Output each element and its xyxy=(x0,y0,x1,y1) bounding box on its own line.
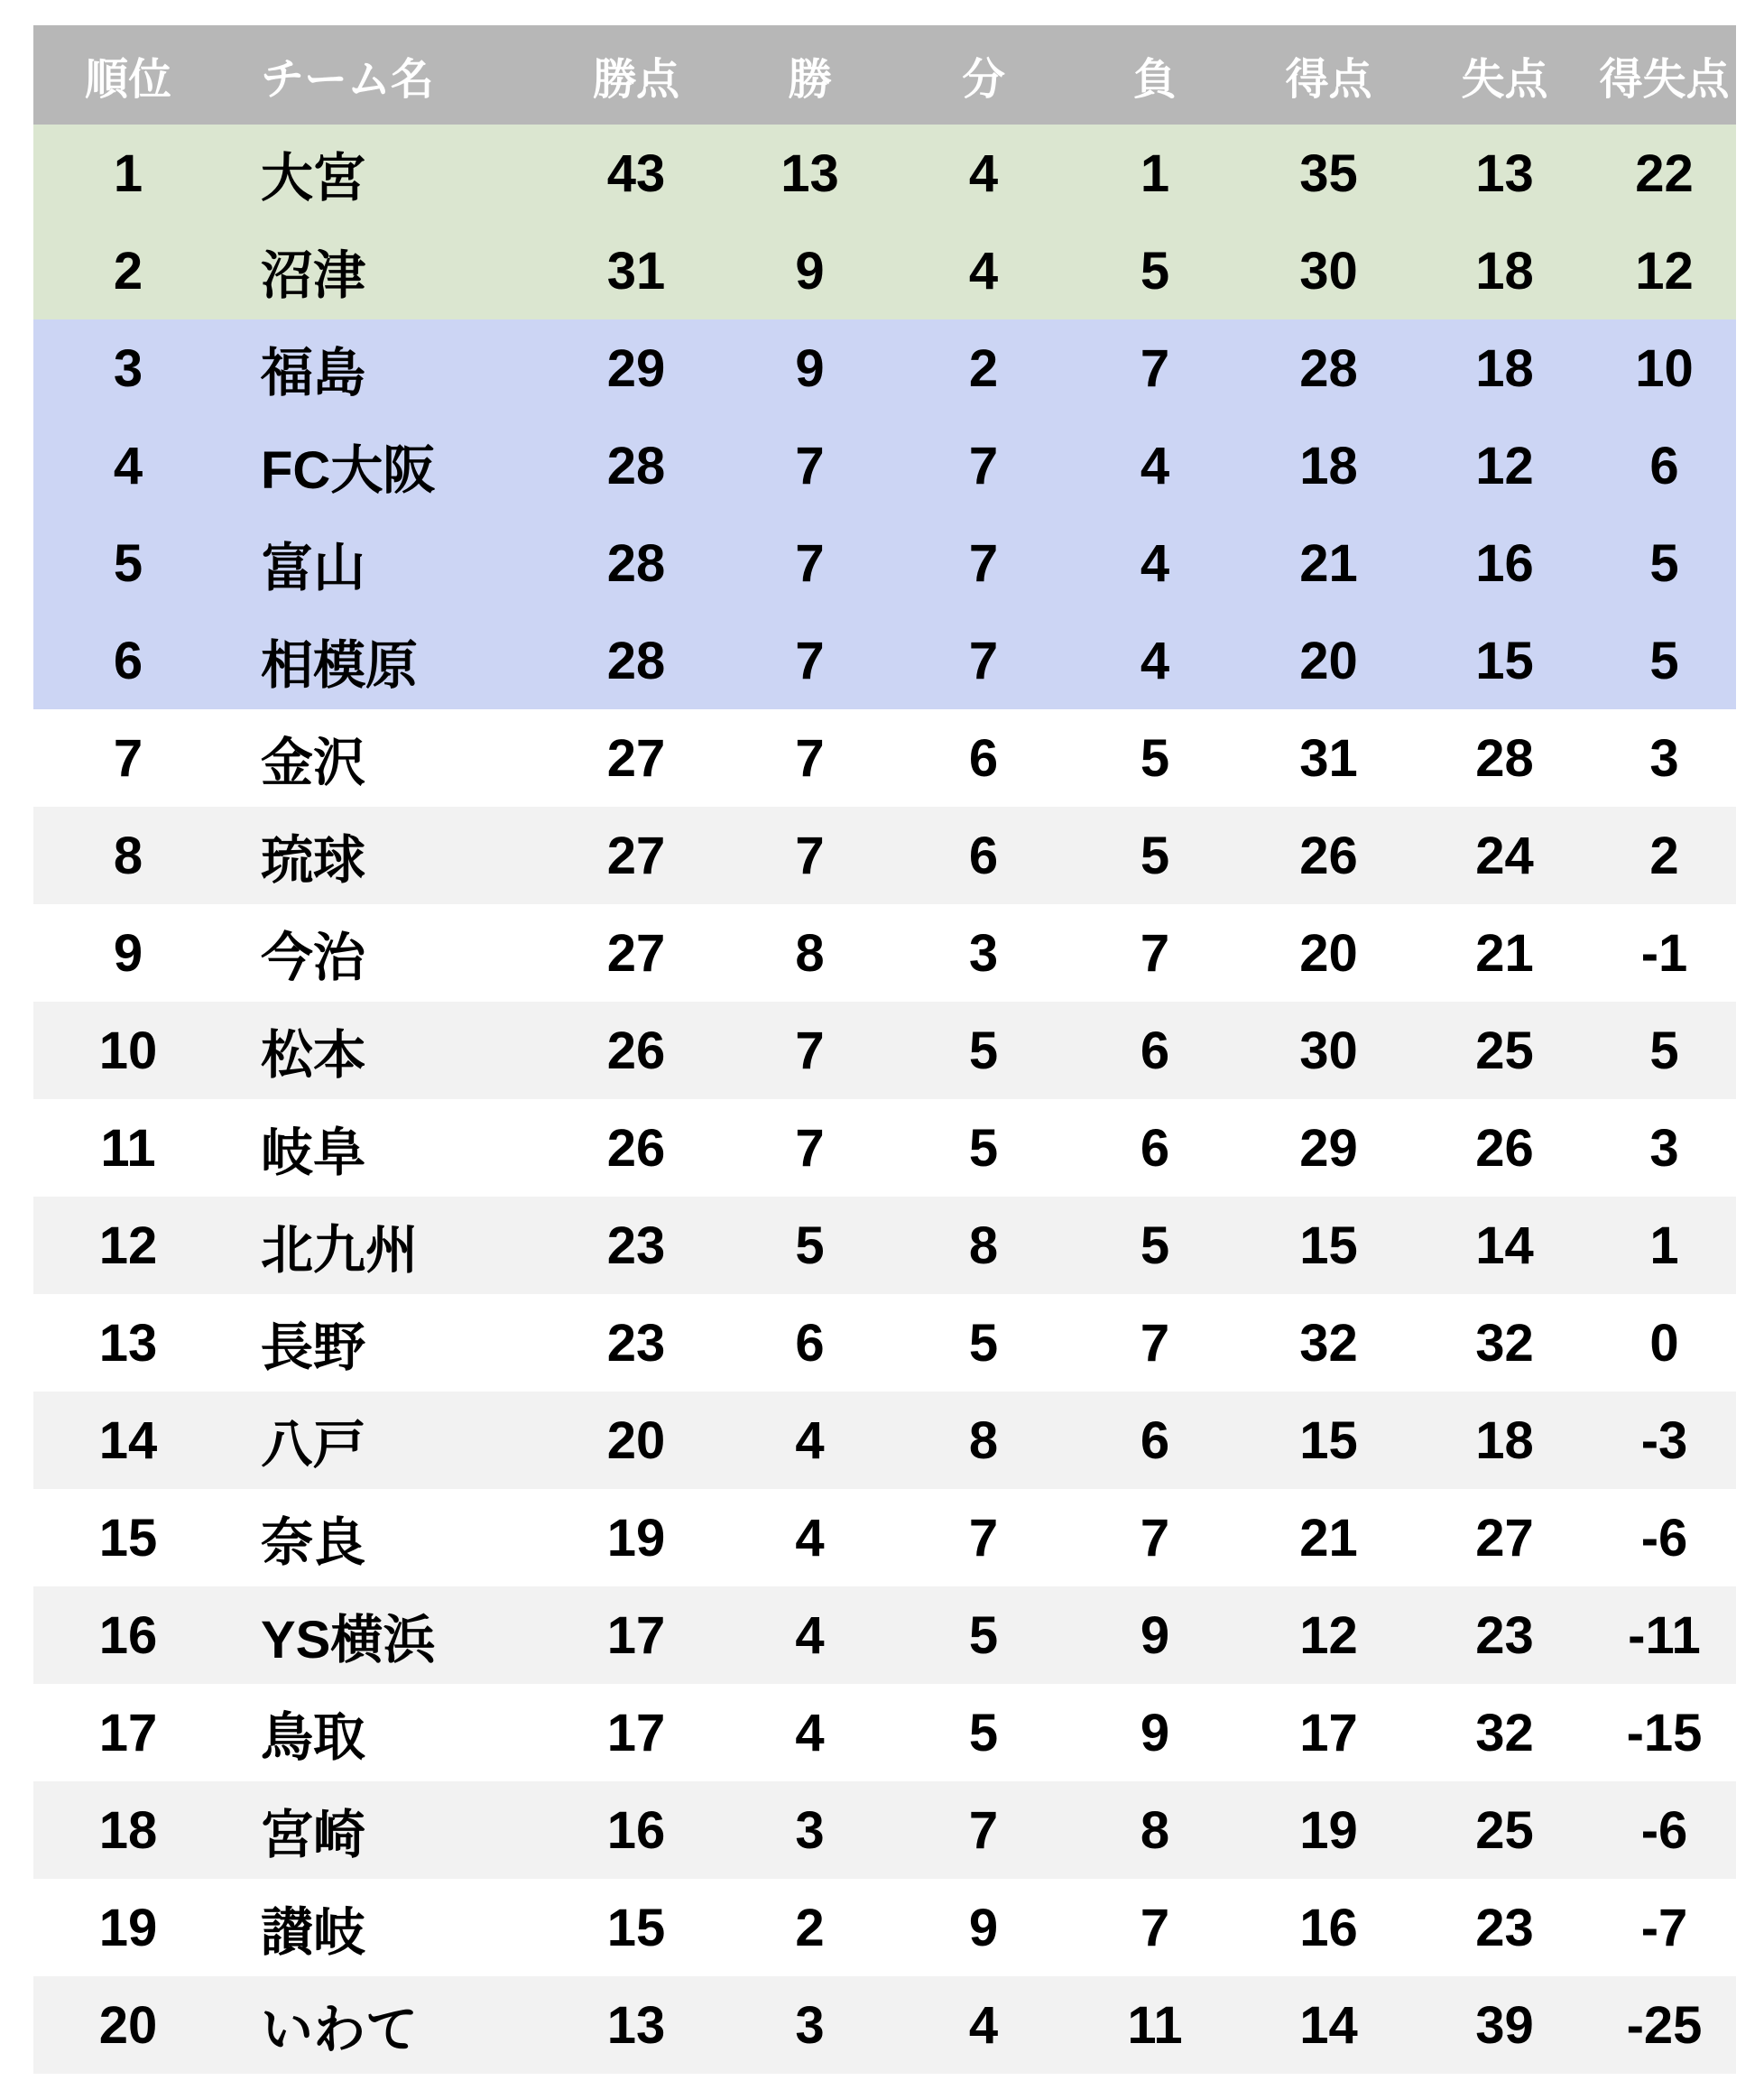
cell-points: 23 xyxy=(606,1216,666,1275)
cell-losses: 6 xyxy=(1140,1118,1170,1178)
cell-goals-against: 21 xyxy=(1475,923,1534,983)
cell-goals-for: 15 xyxy=(1299,1216,1358,1275)
cell-points: 27 xyxy=(606,923,666,983)
cell-goals-against: 27 xyxy=(1475,1508,1534,1567)
cell-team: 富山 xyxy=(261,539,366,597)
cell-wins: 3 xyxy=(795,1995,825,2055)
col-header-points: 勝点 xyxy=(592,55,679,104)
cell-rank: 7 xyxy=(113,728,143,788)
cell-points: 27 xyxy=(606,728,666,788)
cell-wins: 2 xyxy=(795,1898,825,1957)
cell-goals-for: 20 xyxy=(1299,631,1358,690)
cell-team: 琉球 xyxy=(261,831,366,890)
cell-wins: 6 xyxy=(795,1313,825,1373)
cell-goals-against: 32 xyxy=(1475,1313,1534,1373)
cell-goals-against: 25 xyxy=(1475,1021,1534,1080)
cell-wins: 5 xyxy=(795,1216,825,1275)
cell-goal-diff: 6 xyxy=(1649,436,1679,495)
cell-losses: 9 xyxy=(1140,1605,1170,1665)
cell-losses: 7 xyxy=(1140,1508,1170,1567)
cell-goals-for: 12 xyxy=(1299,1605,1358,1665)
cell-team: 北九州 xyxy=(261,1221,419,1280)
cell-goal-diff: -1 xyxy=(1640,923,1688,983)
cell-wins: 3 xyxy=(795,1800,825,1860)
cell-rank: 12 xyxy=(98,1216,158,1275)
cell-team: 福島 xyxy=(261,344,366,402)
cell-wins: 7 xyxy=(795,826,825,885)
cell-rank: 1 xyxy=(113,143,143,203)
cell-losses: 4 xyxy=(1140,631,1170,690)
cell-losses: 4 xyxy=(1140,533,1170,593)
cell-goal-diff: -3 xyxy=(1640,1410,1688,1470)
cell-goals-against: 28 xyxy=(1475,728,1534,788)
cell-points: 16 xyxy=(606,1800,666,1860)
cell-goal-diff: -15 xyxy=(1626,1703,1703,1762)
cell-wins: 7 xyxy=(795,631,825,690)
cell-team: 松本 xyxy=(261,1026,366,1085)
cell-draws: 4 xyxy=(968,143,999,203)
cell-points: 28 xyxy=(606,631,666,690)
table-row xyxy=(33,1392,1736,1489)
cell-goals-against: 18 xyxy=(1475,241,1534,301)
cell-goals-for: 21 xyxy=(1299,533,1358,593)
cell-points: 29 xyxy=(606,338,666,398)
table-row xyxy=(33,1879,1736,1976)
cell-goal-diff: -11 xyxy=(1628,1605,1701,1665)
cell-goals-against: 24 xyxy=(1475,826,1534,885)
cell-losses: 5 xyxy=(1140,1216,1170,1275)
cell-goals-against: 18 xyxy=(1475,338,1534,398)
cell-goals-against: 39 xyxy=(1475,1995,1534,2055)
cell-points: 17 xyxy=(606,1703,666,1762)
cell-team: 沼津 xyxy=(261,246,366,305)
cell-goals-for: 30 xyxy=(1299,241,1358,301)
cell-goals-against: 25 xyxy=(1475,1800,1534,1860)
cell-team: 長野 xyxy=(261,1318,366,1377)
cell-losses: 7 xyxy=(1140,338,1170,398)
cell-draws: 5 xyxy=(968,1118,999,1178)
header-row xyxy=(33,25,1736,125)
cell-goals-for: 16 xyxy=(1299,1898,1358,1957)
cell-points: 28 xyxy=(606,533,666,593)
cell-team: FC大阪 xyxy=(261,441,436,500)
cell-goals-for: 29 xyxy=(1299,1118,1358,1178)
cell-rank: 6 xyxy=(113,631,143,690)
cell-team: 讃岐 xyxy=(261,1903,366,1962)
cell-draws: 5 xyxy=(968,1605,999,1665)
cell-wins: 8 xyxy=(795,923,825,983)
cell-draws: 4 xyxy=(968,1995,999,2055)
table-row xyxy=(33,319,1736,417)
cell-points: 28 xyxy=(606,436,666,495)
table-row xyxy=(33,1781,1736,1879)
cell-goal-diff: -6 xyxy=(1640,1508,1688,1567)
cell-losses: 7 xyxy=(1140,1313,1170,1373)
table-row xyxy=(33,612,1736,709)
cell-goals-for: 20 xyxy=(1299,923,1358,983)
cell-wins: 9 xyxy=(795,241,825,301)
cell-goal-diff: 0 xyxy=(1649,1313,1679,1373)
cell-goals-against: 18 xyxy=(1475,1410,1534,1470)
cell-points: 23 xyxy=(606,1313,666,1373)
cell-losses: 9 xyxy=(1140,1703,1170,1762)
cell-goal-diff: 3 xyxy=(1649,1118,1679,1178)
table-row xyxy=(33,1489,1736,1586)
col-header-wins: 勝 xyxy=(788,55,832,104)
col-header-team: チーム名 xyxy=(261,55,435,104)
col-header-losses: 負 xyxy=(1132,55,1177,104)
cell-goal-diff: 12 xyxy=(1635,241,1694,301)
cell-losses: 7 xyxy=(1140,1898,1170,1957)
cell-points: 26 xyxy=(606,1021,666,1080)
cell-rank: 14 xyxy=(98,1410,158,1470)
table-row xyxy=(33,904,1736,1002)
cell-wins: 7 xyxy=(795,1021,825,1080)
table-row xyxy=(33,807,1736,904)
cell-goal-diff: -6 xyxy=(1640,1800,1688,1860)
cell-wins: 4 xyxy=(795,1410,825,1470)
cell-losses: 5 xyxy=(1140,826,1170,885)
cell-wins: 13 xyxy=(780,143,839,203)
col-header-rank: 順位 xyxy=(84,55,171,104)
cell-draws: 7 xyxy=(968,1800,999,1860)
cell-points: 15 xyxy=(606,1898,666,1957)
cell-draws: 7 xyxy=(968,1508,999,1567)
cell-rank: 3 xyxy=(113,338,143,398)
cell-goals-against: 14 xyxy=(1475,1216,1534,1275)
cell-points: 13 xyxy=(606,1995,666,2055)
table-row xyxy=(33,709,1736,807)
cell-wins: 7 xyxy=(795,728,825,788)
cell-goals-for: 32 xyxy=(1299,1313,1358,1373)
cell-goal-diff: 10 xyxy=(1635,338,1694,398)
cell-losses: 6 xyxy=(1140,1410,1170,1470)
cell-goals-for: 17 xyxy=(1299,1703,1358,1762)
cell-rank: 8 xyxy=(113,826,143,885)
cell-losses: 8 xyxy=(1140,1800,1170,1860)
table-row xyxy=(33,1002,1736,1099)
cell-goals-for: 19 xyxy=(1299,1800,1358,1860)
table-row xyxy=(33,1976,1736,2074)
cell-team: 八戸 xyxy=(261,1416,366,1475)
cell-team: いわて xyxy=(261,2001,419,2059)
table-row xyxy=(33,1099,1736,1197)
cell-rank: 11 xyxy=(100,1118,156,1178)
cell-goals-for: 31 xyxy=(1299,728,1358,788)
cell-goals-for: 21 xyxy=(1299,1508,1358,1567)
cell-wins: 7 xyxy=(795,1118,825,1178)
cell-goals-for: 15 xyxy=(1299,1410,1358,1470)
cell-goals-for: 30 xyxy=(1299,1021,1358,1080)
cell-draws: 6 xyxy=(968,826,999,885)
cell-rank: 17 xyxy=(98,1703,158,1762)
cell-wins: 4 xyxy=(795,1703,825,1762)
cell-goal-diff: 5 xyxy=(1649,1021,1679,1080)
cell-rank: 2 xyxy=(113,241,143,301)
cell-rank: 10 xyxy=(98,1021,158,1080)
cell-draws: 7 xyxy=(968,436,999,495)
cell-goals-against: 23 xyxy=(1475,1605,1534,1665)
table-row xyxy=(33,1684,1736,1781)
cell-losses: 11 xyxy=(1127,1995,1183,2055)
cell-rank: 9 xyxy=(113,923,143,983)
cell-draws: 6 xyxy=(968,728,999,788)
cell-goal-diff: 1 xyxy=(1649,1216,1679,1275)
cell-points: 26 xyxy=(606,1118,666,1178)
standings-table xyxy=(33,25,1736,2074)
table-row xyxy=(33,1197,1736,1294)
cell-goal-diff: -7 xyxy=(1640,1898,1688,1957)
cell-team: 大宮 xyxy=(261,149,366,208)
cell-wins: 9 xyxy=(795,338,825,398)
cell-team: 金沢 xyxy=(261,734,366,792)
cell-rank: 4 xyxy=(113,436,143,495)
cell-losses: 4 xyxy=(1140,436,1170,495)
cell-team: 今治 xyxy=(261,929,366,987)
cell-draws: 3 xyxy=(968,923,999,983)
standings-table-body xyxy=(33,125,1736,2074)
table-row xyxy=(33,222,1736,319)
cell-rank: 13 xyxy=(98,1313,158,1373)
cell-draws: 7 xyxy=(968,533,999,593)
cell-goals-for: 18 xyxy=(1299,436,1358,495)
cell-goals-against: 26 xyxy=(1475,1118,1534,1178)
cell-points: 17 xyxy=(606,1605,666,1665)
cell-goal-diff: 5 xyxy=(1649,631,1679,690)
cell-goals-against: 12 xyxy=(1475,436,1534,495)
cell-goals-for: 35 xyxy=(1299,143,1358,203)
cell-draws: 5 xyxy=(968,1021,999,1080)
cell-wins: 4 xyxy=(795,1605,825,1665)
cell-goal-diff: 5 xyxy=(1649,533,1679,593)
cell-goals-for: 26 xyxy=(1299,826,1358,885)
cell-losses: 5 xyxy=(1140,728,1170,788)
cell-points: 43 xyxy=(606,143,666,203)
cell-team: 宮崎 xyxy=(261,1806,366,1864)
cell-draws: 8 xyxy=(968,1216,999,1275)
cell-team: 岐阜 xyxy=(261,1123,366,1182)
cell-points: 31 xyxy=(606,241,666,301)
cell-goal-diff: 3 xyxy=(1649,728,1679,788)
cell-rank: 15 xyxy=(98,1508,158,1567)
cell-rank: 5 xyxy=(113,533,143,593)
cell-goals-against: 32 xyxy=(1475,1703,1534,1762)
cell-losses: 5 xyxy=(1140,241,1170,301)
cell-goal-diff: -25 xyxy=(1626,1995,1703,2055)
col-header-goals-against: 失点 xyxy=(1461,55,1548,104)
cell-draws: 8 xyxy=(968,1410,999,1470)
cell-draws: 5 xyxy=(968,1703,999,1762)
cell-team: YS横浜 xyxy=(261,1611,436,1669)
cell-rank: 20 xyxy=(98,1995,158,2055)
cell-losses: 6 xyxy=(1140,1021,1170,1080)
col-header-goal-diff: 得失点 xyxy=(1599,55,1730,104)
cell-wins: 7 xyxy=(795,436,825,495)
cell-team: 相模原 xyxy=(261,636,419,695)
cell-goals-for: 14 xyxy=(1299,1995,1358,2055)
cell-goal-diff: 22 xyxy=(1635,143,1694,203)
cell-goals-against: 13 xyxy=(1475,143,1534,203)
cell-draws: 4 xyxy=(968,241,999,301)
cell-goals-for: 28 xyxy=(1299,338,1358,398)
cell-wins: 7 xyxy=(795,533,825,593)
table-row xyxy=(33,1294,1736,1392)
cell-rank: 16 xyxy=(98,1605,158,1665)
cell-team: 奈良 xyxy=(261,1513,366,1572)
table-row xyxy=(33,514,1736,612)
cell-rank: 18 xyxy=(98,1800,158,1860)
cell-rank: 19 xyxy=(98,1898,158,1957)
cell-goals-against: 23 xyxy=(1475,1898,1534,1957)
cell-points: 19 xyxy=(606,1508,666,1567)
table-row xyxy=(33,1586,1736,1684)
cell-draws: 9 xyxy=(968,1898,999,1957)
table-row xyxy=(33,125,1736,222)
table-row xyxy=(33,417,1736,514)
cell-points: 27 xyxy=(606,826,666,885)
cell-losses: 1 xyxy=(1140,143,1170,203)
cell-draws: 2 xyxy=(968,338,999,398)
cell-goal-diff: 2 xyxy=(1649,826,1679,885)
cell-losses: 7 xyxy=(1140,923,1170,983)
cell-draws: 5 xyxy=(968,1313,999,1373)
col-header-goals-for: 得点 xyxy=(1285,55,1372,104)
cell-goals-against: 15 xyxy=(1475,631,1534,690)
cell-points: 20 xyxy=(606,1410,666,1470)
cell-goals-against: 16 xyxy=(1475,533,1534,593)
col-header-draws: 分 xyxy=(961,55,1005,104)
cell-draws: 7 xyxy=(968,631,999,690)
cell-team: 鳥取 xyxy=(261,1708,366,1767)
cell-wins: 4 xyxy=(795,1508,825,1567)
